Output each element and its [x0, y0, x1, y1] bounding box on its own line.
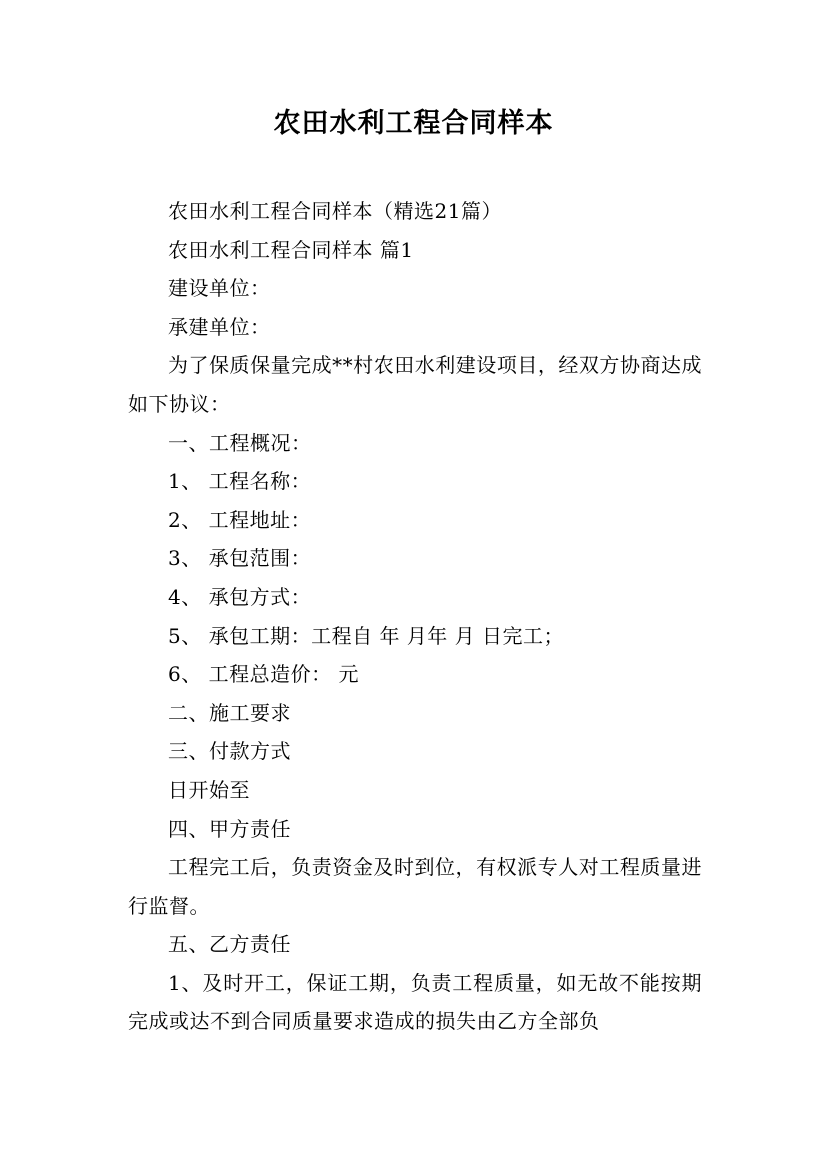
paragraph-contract-scope: 3、 承包范围：: [168, 546, 312, 571]
paragraph-section-heading: 农田水利工程合同样本 篇1: [168, 237, 414, 262]
paragraph-project-name: 1、 工程名称：: [168, 469, 312, 494]
paragraph-party-b-duties: 五、乙方责任: [168, 932, 291, 957]
paragraph-payment-method: 三、付款方式: [168, 739, 291, 764]
paragraph-project-address: 2、 工程地址：: [168, 507, 312, 532]
document-body: [128, 192, 702, 1041]
paragraph-contract-method: 4、 承包方式：: [168, 584, 312, 609]
paragraph-construction-requirements: 二、施工要求: [168, 700, 291, 725]
paragraph-project-overview: 一、工程概况：: [168, 430, 312, 455]
paragraph-party-a-duties: 四、甲方责任: [168, 816, 291, 841]
paragraph-total-cost: 6、 工程总造价： 元: [168, 662, 359, 687]
paragraph-party-a-detail: 工程完工后，负责资金及时到位，有权派专人对工程质量进行监督。: [128, 855, 702, 918]
paragraph-contract-period: 5、 承包工期：工程自 年 月年 月 日完工；: [168, 623, 565, 648]
paragraph-start-date: 日开始至: [168, 777, 250, 802]
paragraph-contractor-unit: 承建单位：: [168, 314, 271, 339]
paragraph-agreement-intro: 为了保质保量完成**村农田水利建设项目，经双方协商达成如下协议：: [128, 353, 702, 416]
document-title: 农田水利工程合同样本: [273, 108, 554, 139]
paragraph-collection-heading: 农田水利工程合同样本（精选21篇）: [168, 199, 502, 223]
paragraph-construction-unit: 建设单位：: [168, 276, 271, 301]
paragraph-party-b-detail: 1、及时开工，保证工期，负责工程质量，如无故不能按期完成或达不到合同质量要求造成的损失由乙方全部负: [128, 970, 702, 1034]
